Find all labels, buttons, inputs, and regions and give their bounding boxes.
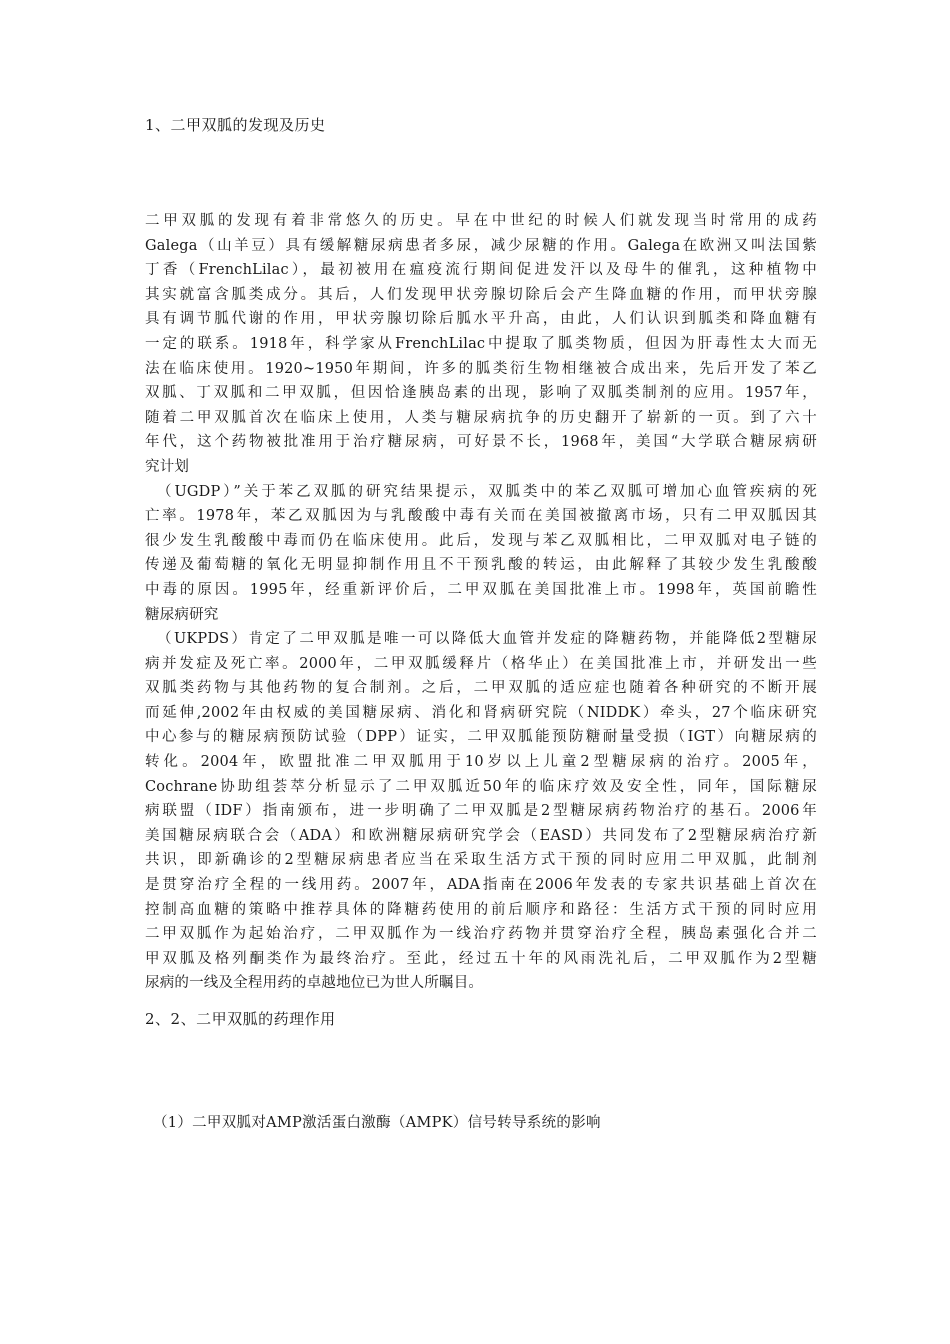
text-line: 尿病的一线及全程用药的卓越地位已为世人所瞩目。 [145, 975, 484, 992]
text-line: 二甲双胍的发现有着非常悠久的历史。早在中世纪的时候人们就发现当时常用的成药 [145, 213, 817, 229]
text-line: 具有调节胍代谢的作用，甲状旁腺切除后胍水平升高，由此，人们认识到胍类和降血糖有 [145, 311, 817, 328]
text-line: Cochrane协助组荟萃分析显示了二甲双胍近50年的临床疗效及安全性，同年，国际糖尿 [145, 778, 817, 795]
text-line: 究计划 [145, 458, 190, 475]
text-line: 共识，即新确诊的2型糖尿病患者应当在采取生活方式干预的同时应用二甲双胍，此制剂 [145, 852, 817, 869]
text-line: 双胍类药物与其他药物的复合制剂。之后，二甲双胍的适应症也随着各种研究的不断开展 [145, 680, 817, 697]
text-line: 一定的联系。1918年，科学家从FrenchLilac中提取了胍类物质，但因为肝毒性太大而无 [145, 335, 817, 352]
text-line: 中毒的原因。1995年，经重新评价后，二甲双胍在美国批准上市。1998年，英国前瞻性 [145, 581, 817, 598]
text-line: 其实就富含胍类成分。其后，人们发现甲状旁腺切除后会产生降血糖的作用，而甲状旁腺 [145, 286, 817, 303]
text-line: 很少发生乳酸酸中毒而仍在临床使用。此后，发现与苯乙双胍相比，二甲双胍对电子链的 [145, 532, 817, 549]
text-line: 美国糖尿病联合会（ADA）和欧洲糖尿病研究学会（EASD）共同发布了2型糖尿病治疗新 [145, 827, 817, 844]
section-heading-2: 2、2、二甲双胍的药理作用 [145, 1010, 336, 1028]
text-line: 传递及葡萄糖的氧化无明显抑制作用且不干预乳酸的转运，由此解释了其较少发生乳酸酸 [145, 557, 817, 574]
text-line: 而延伸,2002年由权威的美国糖尿病、消化和肾病研究院（NIDDK）牵头，27个临床研究 [145, 704, 817, 721]
section-heading-1: 1、二甲双胍的发现及历史 [145, 116, 326, 134]
text-line: 糖尿病研究 [145, 606, 219, 623]
text-line: （UGDP）”关于苯乙双胍的研究结果提示，双胍类中的苯乙双胍可增加心血管疾病的死 [157, 483, 817, 500]
subsection-heading: （1）二甲双胍对AMP激活蛋白激酶（AMPK）信号转导系统的影响 [153, 1115, 601, 1131]
text-line: 病联盟（IDF）指南颁布，进一步明确了二甲双胍是2型糖尿病药物治疗的基石。2006年 [145, 803, 817, 820]
document-page [145, 0, 817, 1344]
text-line: 双胍、丁双胍和二甲双胍，但因恰逢胰岛素的出现，影响了双胍类制剂的应用。1957年， [145, 385, 817, 402]
body-paragraph [145, 209, 817, 996]
text-line: 控制高血糖的策略中推荐具体的降糖药使用的前后顺序和路径：生活方式干预的同时应用 [145, 901, 817, 918]
text-line: 转化。2004年，欧盟批准二甲双胍用于10岁以上儿童2型糖尿病的治疗。2005年， [145, 754, 817, 771]
text-line: 亡率。1978年，苯乙双胍因为与乳酸酸中毒有关而在美国被撤离市场，只有二甲双胍因其 [145, 508, 817, 525]
text-line: 随着二甲双胍首次在临床上使用，人类与糖尿病抗争的历史翻开了崭新的一页。到了六十 [145, 409, 817, 426]
text-line: Galega（山羊豆）具有缓解糖尿病患者多尿，减少尿糖的作用。Galega在欧洲又叫法国紫 [145, 237, 817, 254]
text-line: 二甲双胍作为起始治疗，二甲双胍作为一线治疗药物并贯穿治疗全程，胰岛素强化合并二 [145, 926, 817, 943]
text-line: 病并发症及死亡率。2000年，二甲双胍缓释片（格华止）在美国批准上市，并研发出一些 [145, 655, 817, 672]
text-line: 是贯穿治疗全程的一线用药。2007年，ADA指南在2006年发表的专家共识基础上首次在 [145, 877, 817, 894]
text-line: 中心参与的糖尿病预防试验（DPP）证实，二甲双胍能预防糖耐量受损（IGT）向糖尿病的 [145, 729, 817, 746]
text-line: 年代，这个药物被批准用于治疗糖尿病，可好景不长，1968年，美国“大学联合糖尿病研 [145, 434, 817, 451]
text-line: 法在临床使用。1920~1950年期间，许多的胍类衍生物相继被合成出来，先后开发了苯乙 [145, 360, 817, 377]
text-line: （UKPDS）肯定了二甲双胍是唯一可以降低大血管并发症的降糖药物，并能降低2型糖尿 [157, 631, 817, 648]
text-line: 丁香（FrenchLilac），最初被用在瘟疫流行期间促进发汗以及母牛的催乳，这种植物中 [145, 262, 817, 279]
text-line: 甲双胍及格列酮类作为最终治疗。至此，经过五十年的风雨洗礼后，二甲双胍作为2型糖 [145, 950, 817, 967]
